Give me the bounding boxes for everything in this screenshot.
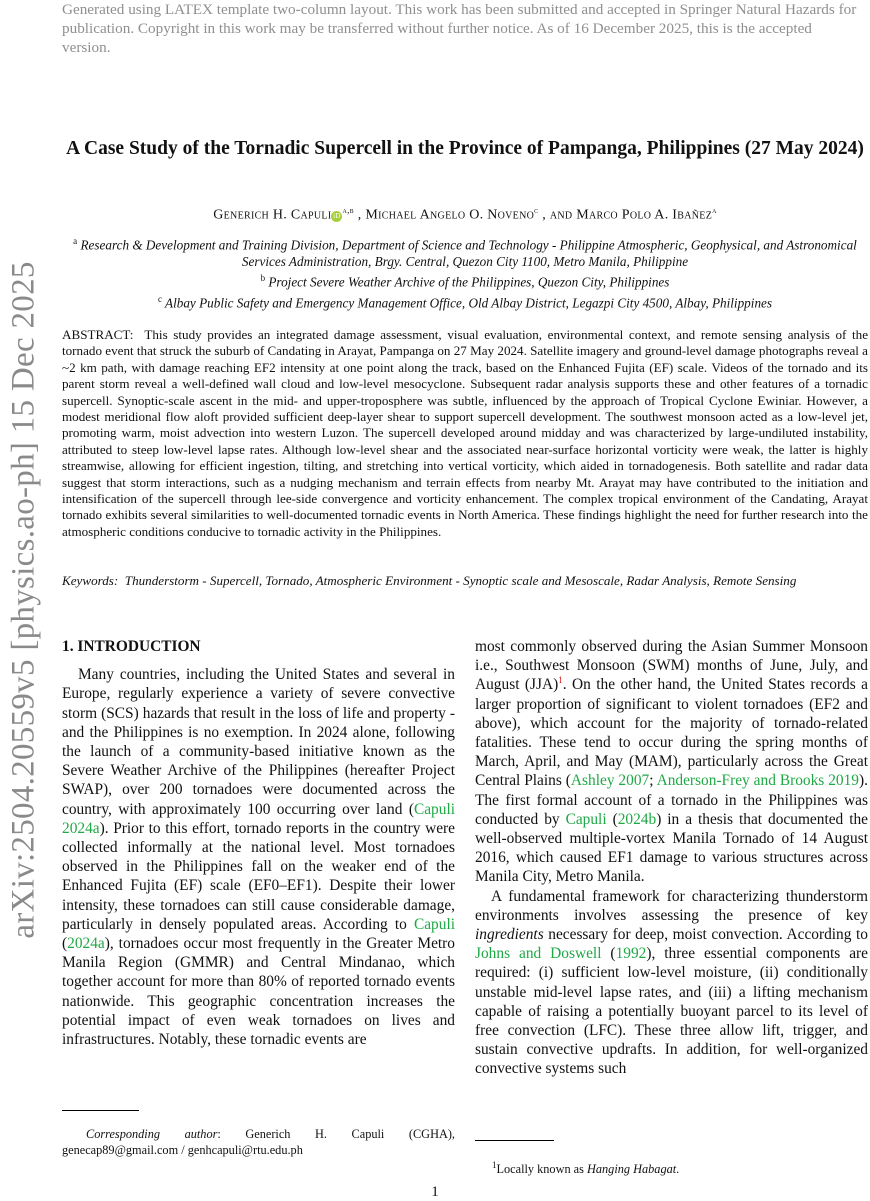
footnote-rule-left xyxy=(62,1110,139,1111)
affiliation-text: Project Severe Weather Archive of the Philippines, Quezon City, Philippines xyxy=(268,274,670,290)
author-list xyxy=(62,205,868,224)
text-run: necessary for deep, moist convection. According to xyxy=(543,926,868,944)
text-run: ( xyxy=(606,810,618,828)
affiliation-c xyxy=(62,291,868,311)
keywords-label: Keywords: xyxy=(62,573,119,588)
section-heading: 1. INTRODUCTION xyxy=(62,638,201,655)
footnote-text: : Generich H. Capuli (CGHA), genecap89@gmail.com / genhcapuli@rtu.edu.ph xyxy=(62,1127,455,1157)
citation-link[interactable]: Capuli 2024a xyxy=(62,800,455,837)
abstract-text: This study provides an integrated damage assessment, visual evaluation, environmental context, and remote sensing analysis of the tornado event that struck the suburb of Candating in Arayat, Pampanga on 27 May 2024. Satellite imagery and ground-level damage photographs reveal a ~2 km path, with damage reaching EF2 intensity at one point along the track, based on the Enhanced Fujita (EF) scale. Videos of the tornado and its parent storm reveal a well-defined wall cloud and low-level mesocyclone. Subsequent radar analysis supports these and other features of a tornadic supercell. Synoptic-scale ascent in the mid- and upper-troposphere was subtle, influenced by the approach of Tropical Cyclone Ewiniar. However, a modest meridional flow aloft provided sufficient deep-layer shear to support supercell development. The southwest monsoon acted as a low-level jet, promoting warm, moist advection into western Luzon. The supercell developed around midday and was characterized by large-undiluted instability, attributed to steep low-level lapse rates. Although low-level shear and the associated near-surface horizontal vorticity were weak, the latter is highly streamwise, allowing for efficient ingestion, tilting, and stretching into vertical vorticity, which aided in tornadogenesis. Both satellite and radar data suggest that storm interactions, such as a nudging mechanism and terrain effects from nearby Mt. Arayat may have contributed to the initiation and intensification of the supercell through lee-side convergence and vorticity enhancement. The complex tropical environment of the Candating, Arayat tornado exhibits several similarities to well-documented tornadic events in North America. These findings highlight the need for further research into the atmospheric conditions conducive to tornadic activity in the Philippines. xyxy=(62,327,869,539)
footnote-text: Locally known as xyxy=(496,1162,587,1177)
author-2-affil: c xyxy=(534,205,539,215)
abstract-label: ABSTRACT: xyxy=(62,327,134,342)
arxiv-stamp xyxy=(0,0,48,1200)
footnote-label: Corresponding author xyxy=(86,1127,218,1141)
orcid-icon[interactable]: iD xyxy=(333,211,341,220)
author-3-affil: a xyxy=(712,205,717,215)
affiliation-mark: c xyxy=(157,293,162,304)
author-1-affil: a,b xyxy=(342,205,354,215)
paper-title: A Case Study of the Tornadic Supercell in the Province of Pampanga, Philippines (27 May 2024) xyxy=(66,138,864,159)
text-run: ). Prior to this effort, tornado reports in the country were collected informally at the national level. Most tornadoes observed in the Philippines fall on the weaker end of the Enhanced Fujita (EF) scale (EF0–EF1). Despite their lower intensity, these tornadoes can still cause considerable damage, particularly in densely populated areas. According to xyxy=(62,819,455,933)
citation-link[interactable]: Anderson-Frey and Brooks 2019 xyxy=(656,772,860,790)
submission-notice: Generated using LATEX template two-column layout. This work has been submitted and accepted in Springer Natural Hazards for publication. Copyright in this work may be transferred without further notice. As of 16 December 2025, this is the accepted version. xyxy=(62,1,857,56)
footnote-emphasis: Hanging Habagat xyxy=(587,1162,677,1177)
text-run: ( xyxy=(601,945,616,963)
affiliation-text: Research & Development and Training Division, Department of Science and Technology - Philippine Atmospheric, Geophysical, and Astronomical Services Administration, Brgy. Central, Quezon City 1100, Metro Manila, Philippine xyxy=(80,237,857,270)
author-3: Marco Polo A. Ibañez xyxy=(576,207,713,223)
arxiv-stamp-text: arXiv:2504.20559v5 [physics.ao-ph] 15 Dec 2025 xyxy=(5,261,42,939)
author-separator: , xyxy=(353,207,366,223)
page-number: 1 xyxy=(431,1184,439,1200)
footnote-rule-right xyxy=(475,1140,554,1141)
paragraph xyxy=(475,637,868,887)
affiliation-text: Albay Public Safety and Emergency Management Office, Old Albay District, Legazpi City 4500, Albay, Philippines xyxy=(165,295,773,311)
citation-link[interactable]: Johns and Doswell xyxy=(475,945,602,963)
citation-link[interactable]: 2024b xyxy=(617,810,657,828)
text-run: ( xyxy=(62,935,68,953)
text-run: ), tornadoes occur most frequently in the Greater Metro Manila Region (GMMR) and Central Mindanao, which together account for more than 80% of reported tornado events nationwide. This geographic concentration increases the potential impact of even weak tornadoes on lives and infrastructures. Notably, these tornadic events are xyxy=(62,935,455,1049)
text-run: . On the other hand, the United States records a larger proportion of significant to violent tornadoes (EF2 and above), which account for the majority of tornado-related fatalities. These tend to occur during the spring months of March, April, and May (MAM), particularly across the Great Central Plains ( xyxy=(475,676,868,790)
footnote-1 xyxy=(492,1157,862,1177)
affiliation-b xyxy=(62,270,868,290)
citation-link[interactable]: 2024a xyxy=(67,935,105,953)
keywords xyxy=(62,573,868,589)
footnote-text: . xyxy=(676,1162,680,1177)
emphasis: ingredients xyxy=(475,926,544,944)
affiliation-mark: a xyxy=(73,236,78,246)
text-run: ) in a thesis that documented the well-observed multiple-vortex Manila Tornado of 14 August 2016, which caused EF1 damage to various structures across Manila City, Metro Manila. xyxy=(475,810,869,886)
citation-link[interactable]: Capuli xyxy=(565,810,607,828)
affiliations xyxy=(62,233,868,311)
text-run: ). The first formal account of a tornado in the Philippines was conducted by xyxy=(475,772,868,828)
author-2: Michael Angelo O. Noveno xyxy=(365,207,535,223)
text-run: ), three essential components are required: (i) sufficient low-level moisture, (ii) conditionally unstable mid-level lapse rates, and (iii) a lifting mechanism capable of raising a potentially buoyant parcel to its level of free convection (LFC). These three allow lift, trigger, and sustain convective updrafts. In addition, for well-organized convective systems such xyxy=(475,945,869,1078)
citation-link[interactable]: Capuli xyxy=(413,915,455,933)
author-separator: , and xyxy=(538,207,577,223)
paragraph xyxy=(475,887,868,1079)
footnote-marker[interactable]: 1 xyxy=(558,675,563,686)
affiliation-a xyxy=(62,233,868,270)
abstract xyxy=(62,327,868,540)
affiliation-mark: b xyxy=(260,273,266,284)
text-run: A fundamental framework for characterizing thunderstorm environments involves assessing the presence of key xyxy=(475,887,868,924)
author-1: Generich H. Capuli xyxy=(213,207,332,223)
citation-link[interactable]: Ashley 2007 xyxy=(570,772,650,790)
left-column xyxy=(62,637,455,1049)
keywords-text: Thunderstorm - Supercell, Tornado, Atmospheric Environment - Synoptic scale and Mesoscale, Radar Analysis, Remote Sensing xyxy=(124,573,797,588)
citation-link[interactable]: 1992 xyxy=(615,945,647,963)
text-run: ; xyxy=(649,772,657,790)
footnote-number: 1 xyxy=(492,1160,497,1170)
corresponding-author-footnote xyxy=(62,1126,455,1158)
paragraph xyxy=(62,665,455,1049)
right-column xyxy=(475,637,868,1079)
text-run: most commonly observed during the Asian Summer Monsoon i.e., Southwest Monsoon (SWM) months of June, July, and August (JJA) xyxy=(475,638,868,694)
text-run: Many countries, including the United States and several in Europe, regularly experience a variety of severe convective storm (SCS) hazards that result in the loss of life and property - and the Philippines is no exemption. In 2024 alone, following the launch of a community-based initiative known as the Severe Weather Archive of the Philippines (hereafter Project SWAP), over 200 tornadoes were documented across the country, with approximately 100 occurring over land ( xyxy=(62,666,455,818)
